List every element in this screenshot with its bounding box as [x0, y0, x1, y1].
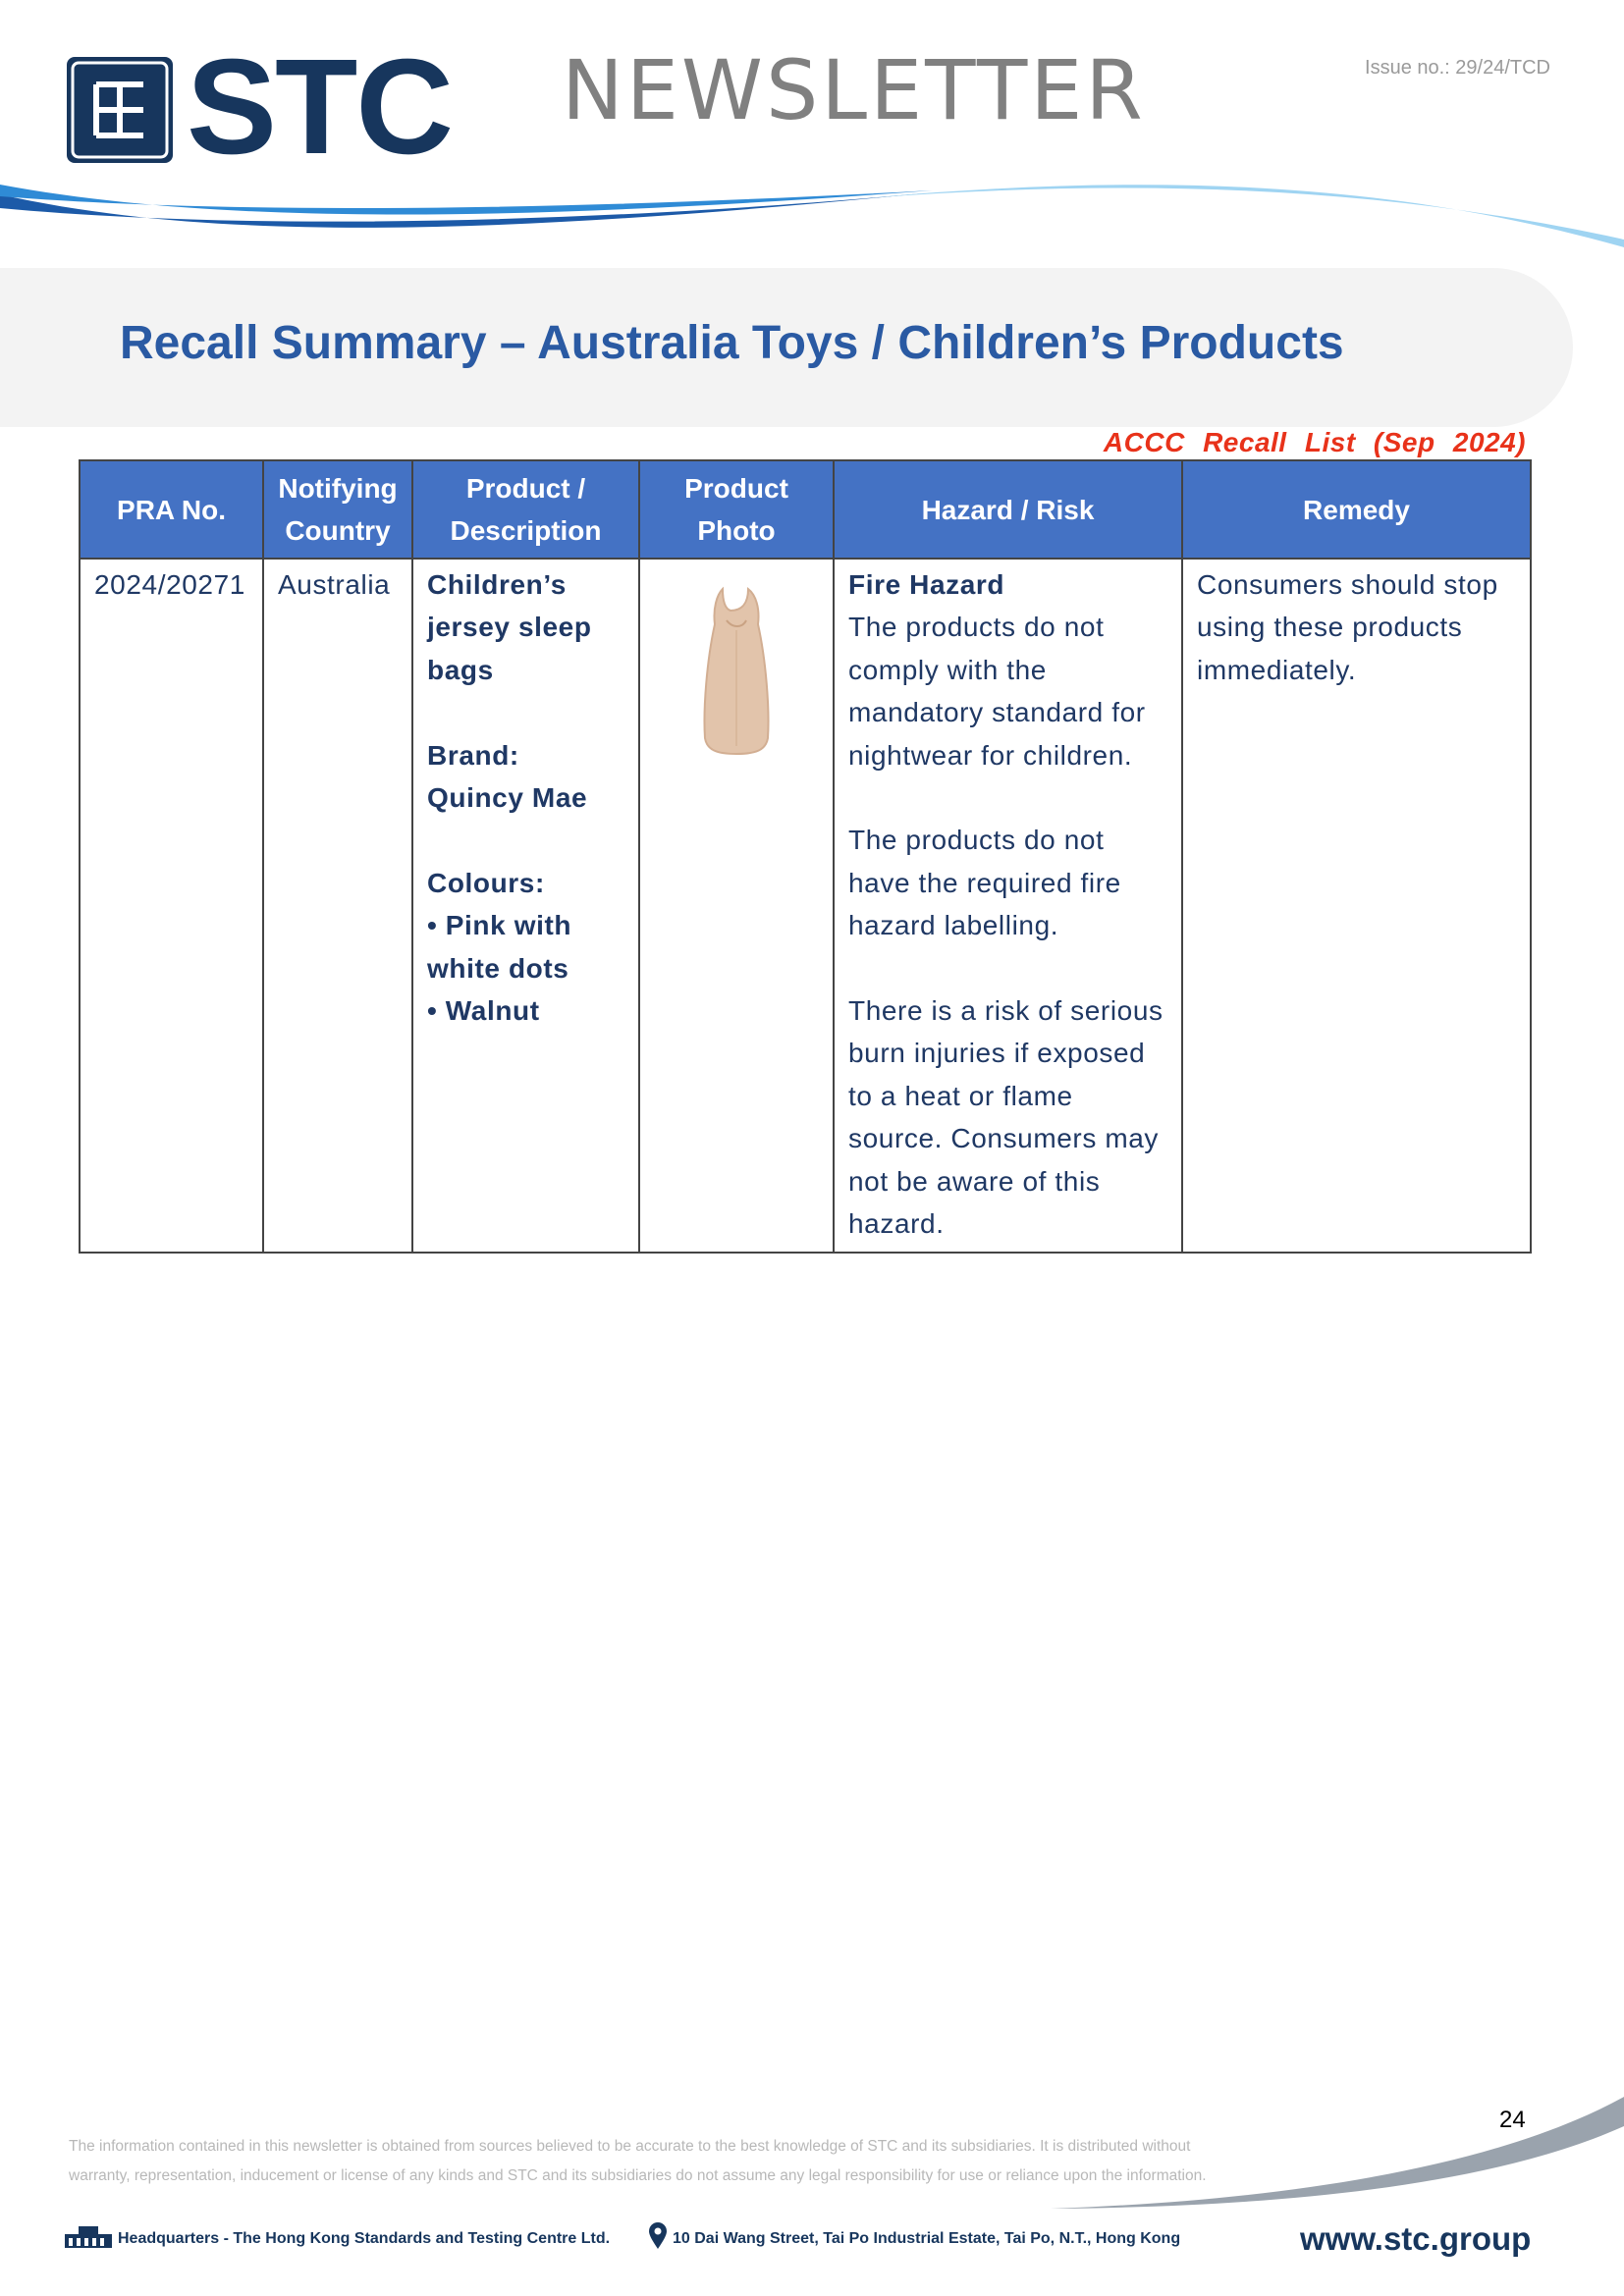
- building-icon: [63, 2224, 114, 2250]
- header-product-photo: Product Photo: [639, 460, 834, 559]
- stc-logo-text: STC: [187, 31, 452, 183]
- colours-label: Colours:: [427, 867, 545, 898]
- page-title: Recall Summary – Australia Toys / Children’s Products: [120, 317, 1344, 369]
- issue-number: Issue no.: 29/24/TCD: [1365, 57, 1550, 79]
- header-pra-no: PRA No.: [80, 460, 263, 559]
- sleep-bag-photo: [697, 581, 776, 758]
- stc-logo-mark: [67, 57, 173, 163]
- table-row: [80, 559, 1531, 1253]
- colour-item-1: • Pink with white dots: [427, 910, 572, 984]
- hazard-paragraph-3: There is a risk of serious burn injuries if exposed to a heat or flame source. Consumers may not be aware of this hazard.: [848, 995, 1164, 1240]
- brand-label: Brand:: [427, 739, 519, 771]
- recall-table: [79, 459, 1532, 1254]
- address-bar: [63, 2220, 1555, 2260]
- source-label: ACCC Recall List (Sep 2024): [1103, 427, 1526, 457]
- hazard-paragraph-2: The products do not have the required fire hazard labelling.: [848, 825, 1121, 941]
- header-swoosh: [0, 177, 1624, 265]
- website-link[interactable]: www.stc.group: [1300, 2220, 1532, 2257]
- headquarters-text: Headquarters - The Hong Kong Standards and Testing Centre Ltd.: [118, 2230, 611, 2247]
- hazard-paragraph-1: The products do not comply with the mandatory standard for nightwear for children.: [848, 612, 1146, 771]
- stc-emblem-icon: [67, 57, 173, 163]
- cell-product: [412, 559, 639, 1253]
- cell-country: Australia: [263, 559, 412, 1253]
- disclaimer: The information contained in this newsletter is obtained from sources believed to be accurate to the best knowledge of STC and its subsidiaries. It is distributed without warranty, representation, inducement or license of any kinds and STC and its subsidiaries do not assume any legal responsibility for use or reliance upon the information.: [69, 2138, 1207, 2184]
- header-notifying-country: Notifying Country: [263, 460, 412, 559]
- address-text: 10 Dai Wang Street, Tai Po Industrial Estate, Tai Po, N.T., Hong Kong: [673, 2230, 1181, 2247]
- cell-photo: [639, 559, 834, 1253]
- cell-remedy: Consumers should stop using these products immediately.: [1182, 559, 1531, 1253]
- table-header-row: [80, 460, 1531, 559]
- product-name: Children’s jersey sleep bags: [427, 569, 592, 685]
- cell-hazard: [834, 559, 1182, 1253]
- newsletter-heading: NEWSLETTER: [562, 42, 1146, 138]
- page-number: 24: [1499, 2107, 1526, 2133]
- brand-value: Quincy Mae: [427, 782, 588, 814]
- header-product-description: Product / Description: [412, 460, 639, 559]
- colour-item-2: • Walnut: [427, 995, 540, 1027]
- location-pin-icon: [648, 2222, 668, 2250]
- header-remedy: Remedy: [1182, 460, 1531, 559]
- cell-pra-no: 2024/20271: [80, 559, 263, 1253]
- hazard-title: Fire Hazard: [848, 569, 1005, 600]
- header-hazard-risk: Hazard / Risk: [834, 460, 1182, 559]
